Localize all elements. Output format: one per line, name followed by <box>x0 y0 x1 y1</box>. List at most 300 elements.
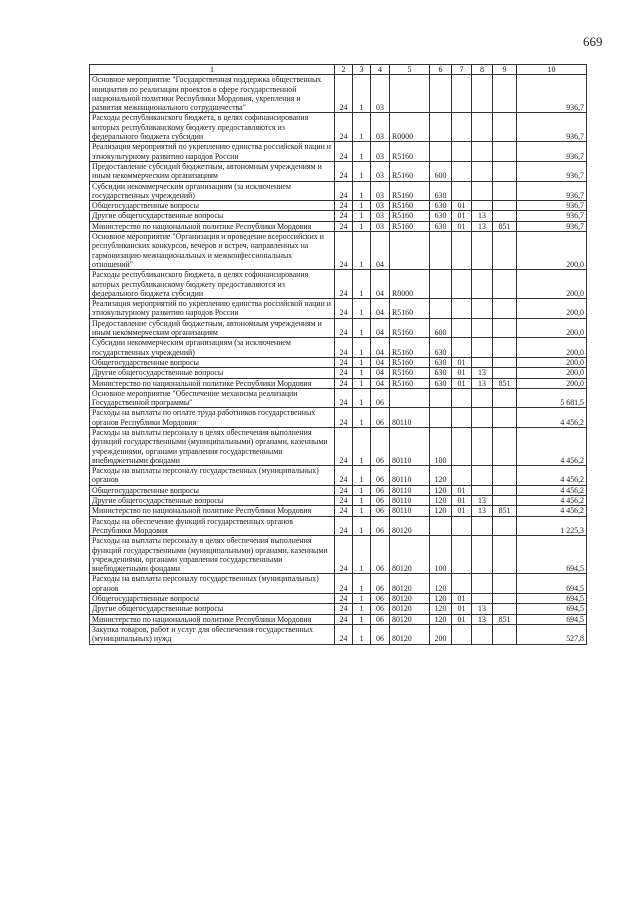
row-code-col4: 06 <box>371 604 390 614</box>
row-description: Закупка товаров, работ и услуг для обеспечения государственных (муниципальных) нужд <box>90 624 335 644</box>
row-amount: 4 456,2 <box>517 506 587 516</box>
row-description: Основное мероприятие "Обеспечение механизма реализации Государственной программы" <box>90 388 335 408</box>
row-code-col4: 04 <box>371 357 390 367</box>
row-code-col8: 13 <box>472 211 493 221</box>
row-code-col4: 06 <box>371 408 390 428</box>
row-code-col7: 01 <box>452 604 472 614</box>
row-amount: 936,7 <box>517 221 587 231</box>
row-description: Субсидии некоммерческим организациям (за исключением государственных учреждений) <box>90 181 335 201</box>
row-code-col8: 13 <box>472 604 493 614</box>
row-amount: 936,7 <box>517 161 587 181</box>
table-row <box>90 624 587 644</box>
row-code-col7 <box>452 232 472 270</box>
row-code-col8 <box>472 142 493 162</box>
row-code-col4: 06 <box>371 574 390 594</box>
row-code-col7 <box>452 388 472 408</box>
row-code-col4: 03 <box>371 201 390 211</box>
row-code-col3: 1 <box>353 368 371 378</box>
row-code-col4: 06 <box>371 388 390 408</box>
row-code-col8 <box>472 516 493 536</box>
row-code-col5: 80120 <box>390 604 430 614</box>
row-code-col2: 24 <box>335 388 353 408</box>
row-code-col5: R5160 <box>390 338 430 358</box>
row-code-col8: 13 <box>472 378 493 388</box>
table-row <box>90 427 587 465</box>
table-row <box>90 181 587 201</box>
row-code-col6: 630 <box>430 338 452 358</box>
row-code-col9 <box>493 75 517 113</box>
row-code-col8 <box>472 299 493 319</box>
row-code-col9 <box>493 181 517 201</box>
header-cell: 8 <box>472 65 493 75</box>
row-code-col7: 01 <box>452 496 472 506</box>
row-code-col9: 851 <box>493 506 517 516</box>
row-code-col5: 80120 <box>390 574 430 594</box>
table-row <box>90 378 587 388</box>
row-code-col9 <box>493 604 517 614</box>
row-code-col2: 24 <box>335 221 353 231</box>
row-code-col3: 1 <box>353 378 371 388</box>
row-code-col4: 04 <box>371 368 390 378</box>
row-code-col8: 13 <box>472 221 493 231</box>
row-code-col8 <box>472 75 493 113</box>
row-amount: 4 456,2 <box>517 408 587 428</box>
row-code-col6: 100 <box>430 536 452 574</box>
row-code-col8 <box>472 427 493 465</box>
row-description: Общегосударственные вопросы <box>90 201 335 211</box>
row-code-col3: 1 <box>353 221 371 231</box>
row-code-col5: R5160 <box>390 318 430 338</box>
row-code-col4: 03 <box>371 161 390 181</box>
row-code-col8 <box>472 338 493 358</box>
table-row <box>90 318 587 338</box>
row-code-col4: 03 <box>371 142 390 162</box>
row-code-col9 <box>493 201 517 211</box>
row-code-col5: 80120 <box>390 624 430 644</box>
row-code-col3: 1 <box>353 485 371 495</box>
row-code-col6: 630 <box>430 181 452 201</box>
row-code-col8 <box>472 232 493 270</box>
row-description: Другие общегосударственные вопросы <box>90 496 335 506</box>
row-code-col8 <box>472 594 493 604</box>
row-code-col4: 06 <box>371 427 390 465</box>
table-row <box>90 536 587 574</box>
row-code-col6: 120 <box>430 594 452 604</box>
row-code-col4: 06 <box>371 624 390 644</box>
row-code-col8 <box>472 466 493 486</box>
row-code-col9 <box>493 408 517 428</box>
row-code-col9 <box>493 211 517 221</box>
row-code-col3: 1 <box>353 232 371 270</box>
row-amount: 200,0 <box>517 270 587 299</box>
row-description: Расходы республиканского бюджета, в целях софинансирования которых республиканскому бюджету предоставляются из федерального бюджета субсидии <box>90 113 335 142</box>
row-code-col9 <box>493 368 517 378</box>
table-row <box>90 516 587 536</box>
row-code-col5: R5160 <box>390 211 430 221</box>
table-row <box>90 604 587 614</box>
row-code-col9 <box>493 574 517 594</box>
header-cell: 7 <box>452 65 472 75</box>
row-code-col2: 24 <box>335 516 353 536</box>
row-code-col2: 24 <box>335 408 353 428</box>
row-amount: 1 225,3 <box>517 516 587 536</box>
row-code-col7 <box>452 574 472 594</box>
row-code-col8 <box>472 270 493 299</box>
row-amount: 4 456,2 <box>517 427 587 465</box>
row-code-col4: 03 <box>371 181 390 201</box>
row-code-col8 <box>472 113 493 142</box>
row-code-col4: 06 <box>371 466 390 486</box>
row-code-col5: R5160 <box>390 221 430 231</box>
row-code-col5: R5160 <box>390 368 430 378</box>
row-code-col5: 80110 <box>390 466 430 486</box>
row-description: Предоставление субсидий бюджетным, автономным учреждениям и иным некоммерческим организациям <box>90 161 335 181</box>
row-description: Министерство по национальной политике Республики Мордовия <box>90 614 335 624</box>
row-code-col5: 80110 <box>390 427 430 465</box>
row-description: Предоставление субсидий бюджетным, автономным учреждениям и иным некоммерческим организациям <box>90 318 335 338</box>
table-row <box>90 113 587 142</box>
row-code-col7: 01 <box>452 614 472 624</box>
page-number: 669 <box>583 34 603 49</box>
row-code-col5 <box>390 232 430 270</box>
row-amount: 200,0 <box>517 368 587 378</box>
row-description: Расходы на выплаты по оплате труда работников государственных органов Республики Мордовия <box>90 408 335 428</box>
row-code-col8: 13 <box>472 496 493 506</box>
row-code-col7 <box>452 338 472 358</box>
row-amount: 200,0 <box>517 357 587 367</box>
row-code-col6 <box>430 142 452 162</box>
row-amount: 936,7 <box>517 201 587 211</box>
row-code-col6: 630 <box>430 211 452 221</box>
row-code-col7: 01 <box>452 357 472 367</box>
row-code-col8 <box>472 408 493 428</box>
row-amount: 936,7 <box>517 75 587 113</box>
row-code-col3: 1 <box>353 574 371 594</box>
row-description: Министерство по национальной политике Республики Мордовия <box>90 378 335 388</box>
row-code-col6: 120 <box>430 604 452 614</box>
header-cell: 5 <box>390 65 430 75</box>
row-code-col2: 24 <box>335 299 353 319</box>
row-code-col7: 01 <box>452 485 472 495</box>
row-amount: 200,0 <box>517 378 587 388</box>
row-description: Другие общегосударственные вопросы <box>90 211 335 221</box>
table-row <box>90 466 587 486</box>
row-code-col4: 06 <box>371 516 390 536</box>
row-code-col2: 24 <box>335 318 353 338</box>
row-code-col3: 1 <box>353 614 371 624</box>
row-amount: 200,0 <box>517 338 587 358</box>
row-code-col5: 80110 <box>390 485 430 495</box>
row-code-col7 <box>452 181 472 201</box>
row-description: Министерство по национальной политике Республики Мордовия <box>90 221 335 231</box>
row-description: Расходы на выплаты персоналу в целях обеспечения выполнения функций государственными (муниципальными) органами, казенными учреждениями, органами управления государственными внебюджетными фондами <box>90 536 335 574</box>
row-description: Расходы на обеспечение функций государственных органов Республики Мордовия <box>90 516 335 536</box>
table-row <box>90 368 587 378</box>
row-code-col9 <box>493 427 517 465</box>
row-code-col3: 1 <box>353 408 371 428</box>
row-code-col5 <box>390 75 430 113</box>
row-code-col9 <box>493 161 517 181</box>
row-code-col2: 24 <box>335 536 353 574</box>
row-code-col9: 851 <box>493 614 517 624</box>
row-code-col6: 630 <box>430 378 452 388</box>
row-description: Общегосударственные вопросы <box>90 357 335 367</box>
header-cell: 9 <box>493 65 517 75</box>
row-code-col4: 04 <box>371 338 390 358</box>
row-code-col3: 1 <box>353 181 371 201</box>
row-amount: 200,0 <box>517 299 587 319</box>
row-code-col4: 04 <box>371 299 390 319</box>
row-code-col6 <box>430 270 452 299</box>
table-row <box>90 506 587 516</box>
row-code-col4: 06 <box>371 496 390 506</box>
row-code-col3: 1 <box>353 496 371 506</box>
table-row <box>90 574 587 594</box>
row-amount: 936,7 <box>517 211 587 221</box>
header-cell: 2 <box>335 65 353 75</box>
row-code-col3: 1 <box>353 624 371 644</box>
row-amount: 4 456,2 <box>517 496 587 506</box>
row-code-col3: 1 <box>353 299 371 319</box>
row-code-col3: 1 <box>353 604 371 614</box>
row-code-col8 <box>472 574 493 594</box>
row-code-col6: 630 <box>430 357 452 367</box>
table-row <box>90 299 587 319</box>
table-row <box>90 211 587 221</box>
row-amount: 694,5 <box>517 614 587 624</box>
row-code-col4: 06 <box>371 614 390 624</box>
row-code-col6: 120 <box>430 466 452 486</box>
row-code-col9 <box>493 338 517 358</box>
row-code-col9 <box>493 496 517 506</box>
row-code-col5: 80120 <box>390 614 430 624</box>
row-code-col7 <box>452 318 472 338</box>
row-code-col5: R0000 <box>390 270 430 299</box>
row-code-col5: R5160 <box>390 181 430 201</box>
table-row <box>90 357 587 367</box>
row-amount: 5 681,5 <box>517 388 587 408</box>
row-code-col6: 200 <box>430 624 452 644</box>
row-code-col6 <box>430 408 452 428</box>
header-cell: 6 <box>430 65 452 75</box>
row-code-col2: 24 <box>335 232 353 270</box>
row-code-col9 <box>493 516 517 536</box>
row-code-col8 <box>472 485 493 495</box>
row-amount: 694,5 <box>517 574 587 594</box>
row-description: Основное мероприятие "Организация и проведение всероссийских и республиканских конкурсов, вечеров и встреч, направленных на гармонизацию межнациональных и межконфессиональных отношений" <box>90 232 335 270</box>
row-code-col3: 1 <box>353 318 371 338</box>
row-amount: 4 456,2 <box>517 485 587 495</box>
table-row <box>90 232 587 270</box>
row-code-col3: 1 <box>353 211 371 221</box>
row-code-col5: R5160 <box>390 161 430 181</box>
table-row <box>90 270 587 299</box>
row-code-col7: 01 <box>452 378 472 388</box>
row-code-col7 <box>452 536 472 574</box>
row-description: Реализация мероприятий по укреплению единства российской нации и этнокультурному развитию народов России <box>90 142 335 162</box>
row-code-col5: R5160 <box>390 378 430 388</box>
row-code-col7 <box>452 516 472 536</box>
row-code-col4: 03 <box>371 113 390 142</box>
row-code-col4: 06 <box>371 536 390 574</box>
row-code-col2: 24 <box>335 113 353 142</box>
row-code-col9 <box>493 318 517 338</box>
row-code-col4: 06 <box>371 594 390 604</box>
row-code-col2: 24 <box>335 506 353 516</box>
row-code-col9 <box>493 388 517 408</box>
row-code-col6 <box>430 113 452 142</box>
row-code-col7: 01 <box>452 221 472 231</box>
row-code-col9 <box>493 624 517 644</box>
header-cell: 1 <box>90 65 335 75</box>
row-code-col3: 1 <box>353 536 371 574</box>
row-code-col5 <box>390 388 430 408</box>
row-amount: 936,7 <box>517 142 587 162</box>
row-code-col7: 01 <box>452 201 472 211</box>
row-code-col4: 04 <box>371 270 390 299</box>
table-row <box>90 221 587 231</box>
row-code-col3: 1 <box>353 427 371 465</box>
row-code-col2: 24 <box>335 378 353 388</box>
row-code-col6 <box>430 232 452 270</box>
row-code-col7 <box>452 299 472 319</box>
row-code-col7: 01 <box>452 506 472 516</box>
row-code-col2: 24 <box>335 338 353 358</box>
row-code-col3: 1 <box>353 201 371 211</box>
row-code-col6: 120 <box>430 485 452 495</box>
row-code-col6: 100 <box>430 427 452 465</box>
row-code-col2: 24 <box>335 594 353 604</box>
row-code-col6: 600 <box>430 161 452 181</box>
row-code-col9 <box>493 299 517 319</box>
row-code-col5: 80120 <box>390 594 430 604</box>
row-description: Расходы на выплаты персоналу в целях обеспечения выполнения функций государственными (муниципальными) органами, казенными учреждениями, органами управления государственными внебюджетными фондами <box>90 427 335 465</box>
row-code-col9 <box>493 113 517 142</box>
row-code-col6 <box>430 388 452 408</box>
row-description: Министерство по национальной политике Республики Мордовия <box>90 506 335 516</box>
row-code-col3: 1 <box>353 142 371 162</box>
row-code-col6: 630 <box>430 201 452 211</box>
row-code-col7 <box>452 466 472 486</box>
row-code-col9 <box>493 270 517 299</box>
table-row <box>90 408 587 428</box>
budget-table <box>89 64 587 645</box>
row-code-col8 <box>472 536 493 574</box>
table-row <box>90 201 587 211</box>
row-code-col9: 851 <box>493 378 517 388</box>
row-code-col6: 600 <box>430 318 452 338</box>
row-code-col7 <box>452 75 472 113</box>
table-row <box>90 485 587 495</box>
row-code-col5: 80110 <box>390 496 430 506</box>
row-code-col9 <box>493 485 517 495</box>
row-code-col7 <box>452 427 472 465</box>
table-row <box>90 594 587 604</box>
row-code-col2: 24 <box>335 181 353 201</box>
row-code-col3: 1 <box>353 338 371 358</box>
row-code-col9 <box>493 594 517 604</box>
row-code-col9: 851 <box>493 221 517 231</box>
table-row <box>90 142 587 162</box>
row-code-col3: 1 <box>353 270 371 299</box>
row-code-col7 <box>452 113 472 142</box>
row-code-col2: 24 <box>335 368 353 378</box>
row-code-col2: 24 <box>335 614 353 624</box>
row-code-col6: 120 <box>430 496 452 506</box>
row-code-col8 <box>472 624 493 644</box>
row-code-col3: 1 <box>353 466 371 486</box>
row-code-col4: 03 <box>371 211 390 221</box>
table-row <box>90 496 587 506</box>
row-code-col9 <box>493 357 517 367</box>
row-code-col2: 24 <box>335 496 353 506</box>
row-code-col8 <box>472 318 493 338</box>
row-code-col7: 01 <box>452 594 472 604</box>
row-amount: 694,5 <box>517 536 587 574</box>
row-code-col6 <box>430 516 452 536</box>
table-row <box>90 388 587 408</box>
row-code-col8: 13 <box>472 614 493 624</box>
row-code-col2: 24 <box>335 211 353 221</box>
row-code-col4: 06 <box>371 485 390 495</box>
row-code-col5: R0000 <box>390 113 430 142</box>
row-code-col8 <box>472 201 493 211</box>
table-row <box>90 75 587 113</box>
row-code-col7: 01 <box>452 211 472 221</box>
row-code-col3: 1 <box>353 75 371 113</box>
row-code-col9 <box>493 142 517 162</box>
header-cell: 3 <box>353 65 371 75</box>
row-description: Расходы республиканского бюджета, в целях софинансирования которых республиканскому бюджету предоставляются из федерального бюджета субсидии <box>90 270 335 299</box>
row-description: Субсидии некоммерческим организациям (за исключением государственных учреждений) <box>90 338 335 358</box>
row-code-col7 <box>452 408 472 428</box>
row-description: Основное мероприятие "Государственная поддержка общественных инициатив по реализации проектов в сфере государственной национальной политики Республики Мордовия, укрепления и развития межнационального сотрудничества" <box>90 75 335 113</box>
row-description: Другие общегосударственные вопросы <box>90 368 335 378</box>
row-code-col6: 630 <box>430 221 452 231</box>
row-code-col2: 24 <box>335 574 353 594</box>
row-code-col7 <box>452 270 472 299</box>
row-code-col6: 120 <box>430 614 452 624</box>
row-code-col2: 24 <box>335 427 353 465</box>
row-code-col6: 120 <box>430 506 452 516</box>
row-code-col4: 06 <box>371 506 390 516</box>
row-amount: 694,5 <box>517 604 587 614</box>
row-code-col6: 630 <box>430 368 452 378</box>
row-code-col2: 24 <box>335 75 353 113</box>
row-amount: 4 456,2 <box>517 466 587 486</box>
row-code-col2: 24 <box>335 624 353 644</box>
row-code-col4: 03 <box>371 221 390 231</box>
row-code-col2: 24 <box>335 201 353 211</box>
row-code-col5: R5160 <box>390 201 430 211</box>
row-amount: 694,5 <box>517 594 587 604</box>
row-code-col5: 80120 <box>390 516 430 536</box>
row-code-col3: 1 <box>353 594 371 604</box>
row-code-col2: 24 <box>335 485 353 495</box>
row-code-col4: 04 <box>371 318 390 338</box>
table-row <box>90 614 587 624</box>
row-amount: 200,0 <box>517 232 587 270</box>
row-amount: 936,7 <box>517 181 587 201</box>
row-amount: 527,8 <box>517 624 587 644</box>
row-code-col8 <box>472 357 493 367</box>
row-code-col2: 24 <box>335 270 353 299</box>
row-code-col6 <box>430 75 452 113</box>
row-code-col8 <box>472 388 493 408</box>
row-description: Реализация мероприятий по укреплению единства российской нации и этнокультурному развитию народов России <box>90 299 335 319</box>
row-code-col2: 24 <box>335 466 353 486</box>
row-code-col3: 1 <box>353 113 371 142</box>
